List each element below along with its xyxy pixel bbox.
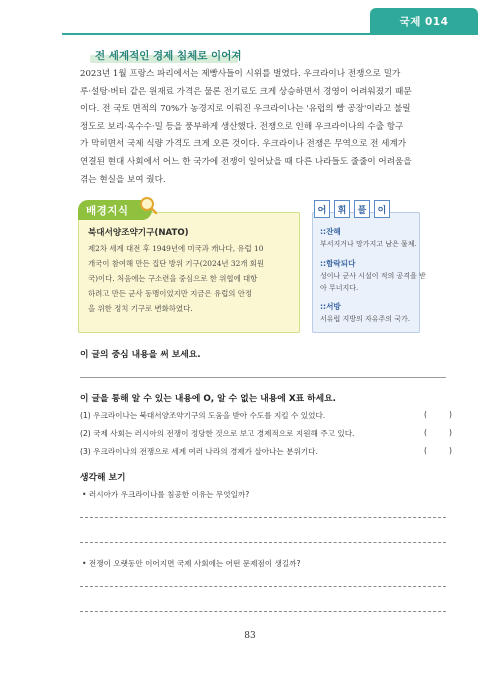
article-line: 연결된 현대 사회에서 어느 한 국가에 전쟁이 일어났을 때 다른 나라들도 줄줄이 어려움을	[80, 156, 412, 167]
statement-text: (3) 우크라이나의 전쟁으로 세계 여러 나라의 경제가 살아나는 분위기다.	[80, 447, 318, 456]
paren-open: (	[424, 410, 427, 419]
background-text	[88, 241, 288, 316]
background-knowledge-label: 배경지식	[78, 200, 152, 220]
vocabulary-tile: 어	[314, 200, 330, 218]
statement-text: (1) 우크라이나는 북대서양조약기구의 도움을 받아 수도를 지킬 수 있었다.	[80, 411, 326, 420]
answer-line[interactable]	[80, 586, 446, 587]
answer-line[interactable]	[80, 517, 446, 518]
paren-close: )	[449, 446, 452, 455]
vocab-definition	[320, 270, 426, 294]
background-line: 국)이다. 처음에는 구소련을 중심으로 한 위협에 대항	[88, 274, 258, 283]
statement-row	[80, 410, 452, 421]
question-main-idea: 이 글의 중심 내용을 써 보세요.	[80, 350, 201, 360]
background-title: 북대서양조약기구(NATO)	[88, 228, 189, 238]
vocab-definition-line: 아 무너지다.	[320, 284, 359, 292]
section-tab: 국제 014	[370, 8, 478, 34]
vocab-definition-line: 부서지거나 망가지고 남은 물체.	[320, 240, 417, 248]
question-true-false: 이 글을 통해 알 수 있는 내용에 O, 알 수 없는 내용에 X표 하세요.	[80, 394, 337, 404]
article-line: 가 막히면서 국제 식량 가격도 크게 오른 것이다. 우크라이나 전쟁은 무역으로 전 세계가	[80, 139, 407, 150]
article-line: 루·설탕·버터 같은 원재료 가격은 물론 전기료도 크게 상승하면서 경영이 어려워졌기 때문	[80, 86, 412, 97]
article-body	[80, 66, 452, 189]
answer-parentheses[interactable]	[424, 410, 452, 421]
answer-parentheses[interactable]	[424, 428, 452, 439]
magnifier-icon	[138, 195, 158, 215]
page-number: 83	[244, 631, 256, 641]
answer-line[interactable]	[80, 377, 446, 378]
statement-row	[80, 428, 452, 439]
vocab-definition	[320, 238, 417, 250]
article-headline: 전 세계적인 경제 침체로 이어져	[95, 50, 242, 62]
statement-text: (2) 국제 사회는 러시아의 전쟁이 정당한 것으로 보고 경제적으로 지원해 주고 있다.	[80, 429, 355, 438]
article-line: 이다. 전 국토 면적의 70%가 농경지로 이뤄진 우크라이나는 '유럽의 빵 공장'이라고 불릴	[80, 104, 411, 115]
think-prompt: • 러시아가 우크라이나를 침공한 이유는 무엇일까?	[82, 490, 250, 499]
statement-row	[80, 446, 452, 457]
vocab-definition-line: 서유럽 지방의 자유주의 국가.	[320, 315, 411, 323]
paren-close: )	[449, 410, 452, 419]
background-line: 개국이 참여해 만든 집단 방위 기구(2024년 32개 회원	[88, 259, 265, 268]
vocabulary-tile: 이	[374, 200, 390, 218]
vocabulary-label	[314, 200, 390, 218]
paren-open: (	[424, 428, 427, 437]
vocab-term: ::함락되다	[320, 259, 356, 268]
answer-parentheses[interactable]	[424, 446, 452, 457]
background-line: 제2차 세계 대전 후 1949년에 미국과 캐나다, 유럽 10	[88, 244, 264, 253]
article-line: 겪는 현실을 보여 줬다.	[80, 174, 166, 185]
background-line: 을 위한 정치 기구로 변화하였다.	[88, 304, 193, 313]
vocab-definition-line: 성이나 군사 시설이 적의 공격을 받	[320, 272, 426, 280]
vocab-definition	[320, 313, 410, 325]
paren-open: (	[424, 446, 427, 455]
paren-close: )	[449, 428, 452, 437]
header-divider	[62, 33, 478, 35]
background-line: 하려고 만든 군사 동맹이었지만 지금은 유럽의 안정	[88, 289, 253, 298]
vocabulary-tile: 휘	[334, 200, 350, 218]
answer-line[interactable]	[80, 542, 446, 543]
answer-line[interactable]	[80, 611, 446, 612]
vocab-term: ::잔해	[320, 227, 341, 236]
article-line: 2023년 1월 프랑스 파리에서는 제빵사들이 시위를 벌였다. 우크라이나 전쟁으로 밀가	[80, 69, 401, 79]
article-line: 정도로 보리·옥수수·밀 등을 풍부하게 생산했다. 전쟁으로 인해 우크라이나의 수출 항구	[80, 121, 404, 132]
think-section-title: 생각해 보기	[80, 473, 126, 483]
vocab-term: ::서방	[320, 302, 341, 311]
vocabulary-tile: 풀	[354, 200, 370, 218]
think-prompt: • 전쟁이 오랫동안 이어지면 국제 사회에는 어떤 문제점이 생길까?	[82, 559, 301, 568]
